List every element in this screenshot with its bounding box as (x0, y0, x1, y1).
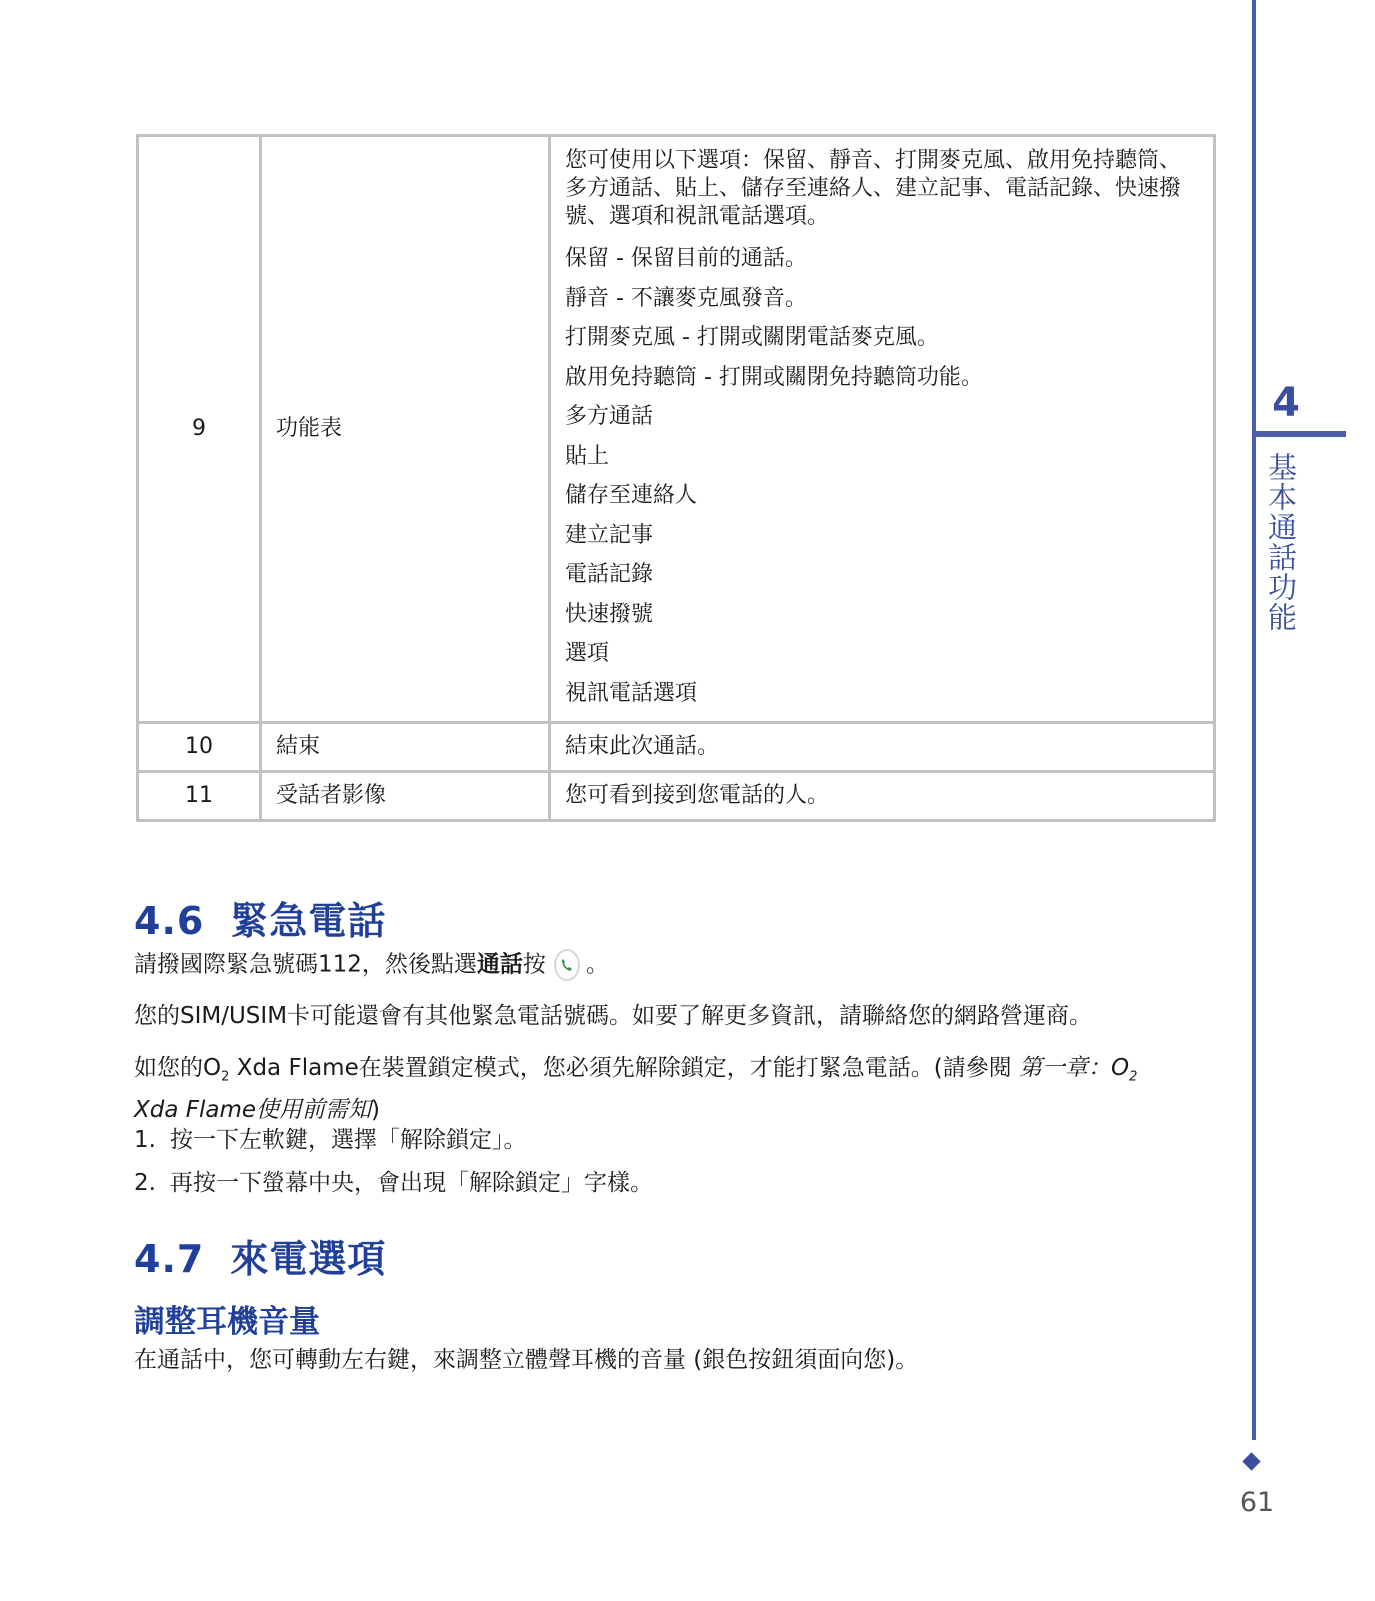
subheading: 調整耳機音量 (134, 1304, 320, 1340)
step-item (134, 1124, 1224, 1156)
list-item: 啟用免持聽筒 - 打開或關閉免持聽筒功能。 (565, 364, 983, 390)
section-number: 4.7 (134, 1237, 205, 1281)
subscript: 2 (221, 1069, 230, 1085)
step-text: 按一下左軟鍵，選擇「解除鎖定」。 (170, 1127, 527, 1153)
section-title: 緊急電話 (230, 899, 387, 943)
text: Xda Flame在裝置鎖定模式，您必須先解除鎖定，才能打緊急電話。(請參閱 (229, 1055, 1020, 1081)
list-item: 打開麥克風 - 打開或關閉電話麥克風。 (565, 325, 939, 350)
row-name: 功能表 (261, 137, 550, 723)
list-item: 快速撥號 (565, 601, 654, 627)
list-item: 電話記錄 (565, 562, 654, 587)
row-number: 11 (139, 772, 261, 820)
step-item (134, 1167, 1224, 1199)
text: 按 (522, 951, 546, 978)
list-item: 儲存至連絡人 (565, 483, 698, 508)
description-intro: 您可使用以下選項：保留、靜音、打開麥克風、啟用免持聽筒、多方通話、貼上、儲存至連絡人、建立記事、電話記錄、快速撥號、選項和視訊電話選項。 (565, 148, 1182, 229)
paragraph (134, 948, 1224, 982)
table-row (139, 772, 1213, 820)
table-row (139, 723, 1213, 772)
chapter-bar (1256, 431, 1346, 437)
table-row (139, 137, 1213, 723)
row-name: 受話者影像 (261, 772, 550, 820)
list-item: 視訊電話選項 (565, 680, 698, 706)
list-item: 貼上 (565, 443, 610, 469)
list-item: 選項 (565, 641, 610, 666)
section-number: 4.6 (134, 899, 205, 943)
step-text: 再按一下螢幕中央，會出現「解除鎖定」字樣。 (170, 1170, 653, 1196)
section-incoming-call-options (134, 1228, 1224, 1283)
chapter-title: 基本通話功能 (1264, 452, 1298, 632)
paragraph (134, 1052, 1184, 1126)
row-number: 10 (139, 723, 261, 772)
row-description (550, 137, 1214, 723)
page-number: 61 (1239, 1487, 1275, 1518)
list-item: 保留 - 保留目前的通話。 (565, 246, 807, 271)
row-description: 您可看到接到您電話的人。 (550, 772, 1214, 820)
paragraph: 您的SIM/USIM卡可能還會有其他緊急電話號碼。如要了解更多資訊，請聯絡您的網路營運商。 (134, 1003, 1093, 1029)
section-heading (134, 1228, 1224, 1283)
diamond-icon (1242, 1452, 1260, 1470)
row-number: 9 (139, 137, 261, 723)
list-item: 建立記事 (565, 522, 654, 548)
row-name: 結束 (261, 723, 550, 772)
feature-table (136, 134, 1216, 822)
bold-term: 通話 (476, 951, 523, 978)
chapter-number: 4 (1272, 380, 1300, 426)
list-item: 靜音 - 不讓麥克風發音。 (565, 285, 807, 311)
section-title: 來電選項 (230, 1237, 387, 1281)
step-number: 1. (134, 1127, 156, 1153)
paragraph: 在通話中，您可轉動左右鍵，來調整立體聲耳機的音量 (銀色按鈕須面向您)。 (134, 1347, 919, 1373)
step-number: 2. (134, 1170, 156, 1196)
row-description: 結束此次通話。 (550, 723, 1214, 772)
phone-call-icon (552, 948, 582, 982)
side-rule (1252, 0, 1256, 1440)
section-emergency-call (134, 890, 1224, 945)
text: 。 (585, 951, 609, 978)
text: 請撥國際緊急號碼112，然後點選 (134, 951, 477, 978)
text: 如您的O (134, 1055, 222, 1081)
chapter-reference: 第一章：$O_2$ Xda Flame使用前需知 (134, 1055, 1138, 1123)
list-item: 多方通話 (565, 404, 654, 429)
text: ) (371, 1096, 381, 1123)
section-heading (134, 890, 1224, 945)
